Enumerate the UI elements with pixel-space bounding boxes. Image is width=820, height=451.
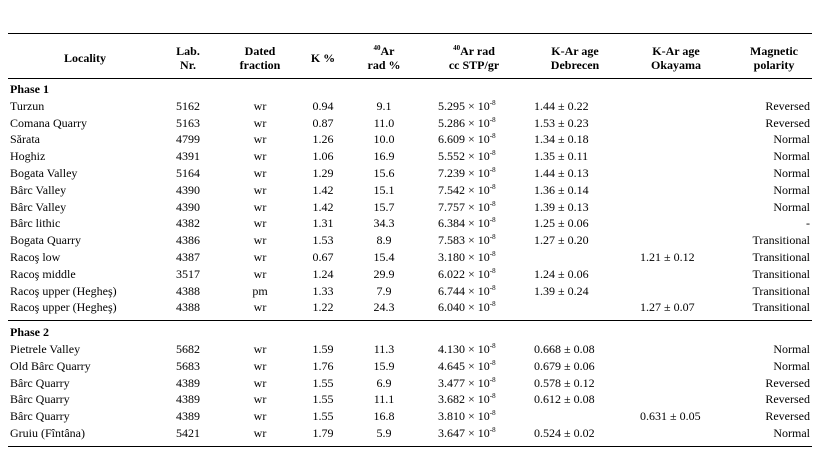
header-kar-okayama-line2: Okayama — [650, 58, 701, 72]
header-ar-rad-pct — [354, 44, 414, 72]
top-rule — [8, 33, 812, 34]
cell-locality: Hoghiz — [10, 149, 46, 164]
ar-rad-cc-exponent: -8 — [489, 199, 496, 208]
cell-ar-rad-pct: 11.3 — [373, 342, 395, 356]
cell-ar-rad-cc — [438, 426, 528, 440]
cell-locality: Bârc Quarry — [10, 392, 70, 407]
cell-kar-debrecen: 1.44 ± 0.22 — [534, 98, 589, 113]
cell-ar-rad-pct: 34.3 — [373, 216, 395, 231]
cell-fraction: wr — [253, 132, 267, 147]
cell-magnetic-polarity: Reversed — [765, 409, 810, 424]
ar-rad-cc-exponent: -8 — [489, 166, 496, 174]
ar-rad-cc-exponent: -8 — [489, 392, 496, 401]
cell-locality: Bârc Valley — [10, 182, 67, 197]
cell-k-pct: 1.53 — [312, 233, 334, 248]
cell-ar-rad-pct: 11.1 — [373, 392, 395, 407]
cell-locality: Racoş upper (Hegheş) — [10, 283, 117, 298]
cell-lab-nr: 4799 — [176, 132, 200, 147]
header-ar-rad-cc-sup: 40 — [453, 44, 461, 52]
header-kar-debrecen-line1: K-Ar age — [551, 44, 599, 58]
cell-fraction: wr — [253, 300, 267, 315]
cell-kar-okayama: 1.21 ± 0.12 — [640, 250, 695, 264]
cell-ar-rad-cc — [438, 183, 528, 197]
cell-magnetic-polarity: Normal — [773, 166, 810, 180]
cell-locality: Racoş low — [10, 250, 61, 264]
cell-fraction: pm — [252, 283, 268, 298]
ar-rad-cc-mantissa: 7.239 × 10 — [438, 166, 490, 180]
ar-rad-cc-exponent: -8 — [489, 375, 496, 384]
cell-locality: Bogata Quarry — [10, 233, 81, 248]
cell-magnetic-polarity: Transitional — [752, 233, 810, 248]
cell-lab-nr: 4386 — [176, 233, 200, 248]
cell-magnetic-polarity: Reversed — [765, 115, 810, 130]
cell-fraction: wr — [253, 149, 267, 164]
cell-ar-rad-pct: 15.7 — [373, 199, 395, 214]
ar-rad-cc-mantissa: 7.583 × 10 — [438, 233, 490, 248]
ar-rad-cc-exponent: -8 — [489, 266, 496, 275]
ar-rad-cc-mantissa: 6.040 × 10 — [438, 300, 490, 315]
cell-lab-nr: 4388 — [176, 300, 200, 315]
ar-rad-cc-exponent: -8 — [489, 216, 496, 225]
cell-ar-rad-pct: 8.9 — [376, 233, 392, 248]
cell-ar-rad-pct: 9.1 — [376, 98, 392, 113]
cell-k-pct: 1.59 — [312, 342, 334, 356]
cell-k-pct: 1.24 — [312, 266, 334, 281]
phase-label: Phase 2 — [10, 325, 49, 340]
cell-magnetic-polarity: Normal — [773, 149, 810, 164]
cell-lab-nr: 5162 — [176, 98, 200, 113]
cell-magnetic-polarity: Normal — [773, 342, 810, 356]
cell-k-pct: 1.79 — [312, 426, 334, 440]
header-k-pct: K % — [310, 51, 336, 65]
cell-lab-nr: 5682 — [176, 342, 200, 356]
cell-k-pct: 1.76 — [312, 358, 334, 373]
cell-lab-nr: 3517 — [176, 266, 200, 281]
cell-magnetic-polarity: Normal — [773, 132, 810, 147]
cell-k-pct: 1.55 — [312, 375, 334, 390]
cell-ar-rad-pct: 16.8 — [373, 409, 395, 424]
cell-magnetic-polarity: Normal — [773, 182, 810, 197]
ar-rad-cc-mantissa: 5.286 × 10 — [438, 115, 490, 130]
ar-rad-cc-mantissa: 3.477 × 10 — [438, 375, 490, 390]
header-dated-fraction-line1: Dated — [244, 44, 276, 58]
cell-locality: Bârc Quarry — [10, 409, 70, 424]
cell-kar-okayama: 1.27 ± 0.07 — [640, 300, 695, 315]
header-ar-rad-cc-line1: Ar rad — [460, 44, 495, 58]
ar-rad-cc-mantissa: 3.682 × 10 — [438, 392, 490, 407]
cell-ar-rad-pct: 15.1 — [373, 182, 395, 197]
cell-kar-okayama: 0.631 ± 0.05 — [640, 409, 701, 424]
cell-ar-rad-cc — [438, 359, 528, 373]
cell-ar-rad-pct: 15.9 — [373, 358, 395, 373]
cell-ar-rad-pct: 10.0 — [373, 132, 395, 147]
ar-rad-cc-exponent: -8 — [489, 182, 496, 191]
cell-kar-debrecen: 1.25 ± 0.06 — [534, 216, 589, 231]
cell-fraction: wr — [253, 266, 267, 281]
header-kar-debrecen — [528, 44, 622, 72]
cell-fraction: wr — [253, 115, 267, 130]
cell-magnetic-polarity: Transitional — [752, 283, 810, 298]
cell-magnetic-polarity: Reversed — [765, 392, 810, 407]
header-kar-okayama — [630, 44, 722, 72]
cell-ar-rad-cc — [438, 376, 528, 390]
cell-k-pct: 1.33 — [312, 283, 334, 298]
header-dated-fraction-line2: fraction — [239, 58, 281, 72]
cell-magnetic-polarity: Reversed — [765, 375, 810, 390]
cell-k-pct: 0.87 — [312, 115, 334, 130]
header-lab-nr — [168, 44, 208, 72]
header-magnetic-polarity-line2: polarity — [753, 58, 795, 72]
cell-kar-debrecen: 1.27 ± 0.20 — [534, 233, 589, 248]
cell-ar-rad-pct: 6.9 — [376, 375, 392, 390]
ar-rad-cc-exponent: -8 — [489, 98, 496, 107]
cell-lab-nr: 5164 — [176, 166, 200, 180]
cell-kar-debrecen: 0.612 ± 0.08 — [534, 392, 595, 407]
ar-rad-cc-mantissa: 5.295 × 10 — [438, 98, 490, 113]
cell-fraction: wr — [253, 182, 267, 197]
cell-ar-rad-cc — [438, 267, 528, 281]
cell-lab-nr: 4390 — [176, 182, 200, 197]
cell-ar-rad-pct: 24.3 — [373, 300, 395, 315]
cell-fraction: wr — [253, 250, 267, 264]
cell-locality: Bârc Quarry — [10, 375, 70, 390]
cell-locality: Racoş middle — [10, 266, 76, 281]
header-lab-nr-line2: Nr. — [180, 58, 196, 72]
ar-rad-cc-mantissa: 5.552 × 10 — [438, 149, 490, 164]
ar-rad-cc-mantissa: 7.757 × 10 — [438, 199, 490, 214]
phase-separator-rule — [8, 320, 812, 321]
ar-rad-cc-exponent: -8 — [489, 409, 496, 418]
cell-kar-debrecen: 0.679 ± 0.06 — [534, 358, 595, 373]
cell-locality: Pietrele Valley — [10, 342, 81, 356]
ar-rad-cc-exponent: -8 — [489, 283, 496, 292]
cell-k-pct: 1.31 — [312, 216, 334, 231]
ar-rad-cc-mantissa: 6.744 × 10 — [438, 283, 490, 298]
cell-ar-rad-pct: 15.4 — [373, 250, 395, 264]
cell-magnetic-polarity: Normal — [773, 358, 810, 373]
cell-ar-rad-pct: 29.9 — [373, 266, 395, 281]
phase-label: Phase 1 — [10, 82, 49, 96]
header-rule — [8, 78, 812, 79]
cell-locality: Gruiu (Fîntâna) — [10, 426, 85, 440]
cell-lab-nr: 4390 — [176, 199, 200, 214]
ar-rad-cc-exponent: -8 — [489, 426, 496, 434]
cell-locality: Old Bârc Quarry — [10, 358, 91, 373]
cell-ar-rad-cc — [438, 409, 528, 423]
cell-fraction: wr — [253, 392, 267, 407]
header-dated-fraction — [228, 44, 292, 72]
cell-lab-nr: 4391 — [176, 149, 200, 164]
header-ar-rad-cc-line2: cc STP/gr — [448, 58, 500, 72]
ar-rad-cc-mantissa: 6.609 × 10 — [438, 132, 490, 147]
cell-fraction: wr — [253, 199, 267, 214]
cell-kar-debrecen: 1.24 ± 0.06 — [534, 266, 589, 281]
cell-magnetic-polarity: - — [806, 216, 810, 231]
cell-k-pct: 1.29 — [312, 166, 334, 180]
cell-ar-rad-cc — [438, 233, 528, 247]
cell-lab-nr: 4387 — [176, 250, 200, 264]
cell-k-pct: 0.94 — [312, 98, 334, 113]
header-ar-rad-pct-line2: rad % — [367, 58, 401, 72]
header-magnetic-polarity-line1: Magnetic — [750, 44, 798, 58]
cell-locality: Bârc Valley — [10, 199, 67, 214]
cell-k-pct: 1.06 — [312, 149, 334, 164]
cell-fraction: wr — [253, 342, 267, 356]
header-ar-rad-cc — [426, 44, 522, 72]
ar-rad-cc-mantissa: 4.130 × 10 — [438, 342, 490, 356]
ar-rad-cc-exponent: -8 — [489, 358, 496, 367]
cell-ar-rad-pct: 5.9 — [376, 426, 392, 440]
header-magnetic-polarity — [736, 44, 812, 72]
cell-magnetic-polarity: Normal — [773, 426, 810, 440]
cell-ar-rad-pct: 15.6 — [373, 166, 395, 180]
ar-rad-cc-exponent: -8 — [489, 300, 496, 309]
cell-lab-nr: 5683 — [176, 358, 200, 373]
cell-ar-rad-pct: 16.9 — [373, 149, 395, 164]
ar-rad-cc-mantissa: 6.022 × 10 — [438, 266, 490, 281]
header-locality: Locality — [64, 51, 106, 65]
cell-kar-debrecen: 0.668 ± 0.08 — [534, 342, 595, 356]
cell-ar-rad-cc — [438, 250, 528, 264]
cell-ar-rad-cc — [438, 99, 528, 113]
cell-locality: Bârc lithic — [10, 216, 61, 231]
cell-ar-rad-cc — [438, 300, 528, 314]
cell-ar-rad-cc — [438, 200, 528, 214]
cell-kar-debrecen: 0.578 ± 0.12 — [534, 375, 595, 390]
cell-ar-rad-cc — [438, 392, 528, 406]
header-kar-debrecen-line2: Debrecen — [550, 58, 600, 72]
ar-rad-cc-exponent: -8 — [489, 233, 496, 242]
cell-kar-debrecen: 1.53 ± 0.23 — [534, 115, 589, 130]
cell-lab-nr: 5163 — [176, 115, 200, 130]
cell-magnetic-polarity: Normal — [773, 199, 810, 214]
cell-k-pct: 1.26 — [312, 132, 334, 147]
cell-ar-rad-cc — [438, 132, 528, 146]
cell-magnetic-polarity: Reversed — [765, 98, 810, 113]
cell-k-pct: 1.22 — [312, 300, 334, 315]
cell-locality: Racoş upper (Hegheş) — [10, 300, 117, 315]
cell-fraction: wr — [253, 233, 267, 248]
cell-ar-rad-cc — [438, 342, 528, 356]
cell-ar-rad-cc — [438, 284, 528, 298]
cell-locality: Sărata — [10, 132, 40, 147]
ar-rad-cc-mantissa: 3.647 × 10 — [438, 426, 490, 440]
ar-rad-cc-exponent: -8 — [489, 250, 496, 258]
cell-fraction: wr — [253, 409, 267, 424]
cell-kar-debrecen: 1.39 ± 0.13 — [534, 199, 589, 214]
cell-k-pct: 1.55 — [312, 409, 334, 424]
cell-fraction: wr — [253, 358, 267, 373]
cell-lab-nr: 4382 — [176, 216, 200, 231]
cell-k-pct: 1.42 — [312, 182, 334, 197]
bottom-rule — [8, 446, 812, 447]
header-lab-nr-line1: Lab. — [176, 44, 200, 58]
cell-k-pct: 1.42 — [312, 199, 334, 214]
header-ar-rad-pct-line1: Ar — [380, 44, 395, 58]
header-kar-okayama-line1: K-Ar age — [652, 44, 700, 58]
cell-ar-rad-cc — [438, 216, 528, 230]
ar-rad-cc-exponent: -8 — [489, 115, 496, 124]
cell-kar-debrecen: 1.44 ± 0.13 — [534, 166, 589, 180]
cell-fraction: wr — [253, 166, 267, 180]
cell-magnetic-polarity: Transitional — [752, 250, 810, 264]
cell-fraction: wr — [253, 98, 267, 113]
cell-kar-debrecen: 1.39 ± 0.24 — [534, 283, 589, 298]
cell-ar-rad-cc — [438, 166, 528, 180]
cell-kar-debrecen: 1.35 ± 0.11 — [534, 149, 589, 164]
cell-lab-nr: 4389 — [176, 409, 200, 424]
cell-locality: Turzun — [10, 98, 45, 113]
cell-magnetic-polarity: Transitional — [752, 266, 810, 281]
cell-ar-rad-cc — [438, 116, 528, 130]
ar-rad-cc-mantissa: 4.645 × 10 — [438, 358, 490, 373]
cell-kar-debrecen: 1.36 ± 0.14 — [534, 182, 589, 197]
cell-ar-rad-cc — [438, 149, 528, 163]
cell-kar-debrecen: 0.524 ± 0.02 — [534, 426, 595, 440]
cell-lab-nr: 4389 — [176, 375, 200, 390]
cell-fraction: wr — [253, 375, 267, 390]
ar-rad-cc-mantissa: 7.542 × 10 — [438, 182, 490, 197]
ar-rad-cc-exponent: -8 — [489, 342, 496, 350]
ar-rad-cc-exponent: -8 — [489, 132, 496, 141]
cell-lab-nr: 5421 — [176, 426, 200, 440]
cell-ar-rad-pct: 7.9 — [376, 283, 392, 298]
cell-lab-nr: 4389 — [176, 392, 200, 407]
cell-fraction: wr — [253, 216, 267, 231]
cell-fraction: wr — [253, 426, 267, 440]
ar-rad-cc-exponent: -8 — [489, 149, 496, 158]
cell-magnetic-polarity: Transitional — [752, 300, 810, 315]
header-ar-rad-pct-sup: 40 — [373, 44, 381, 52]
cell-lab-nr: 4388 — [176, 283, 200, 298]
ar-rad-cc-mantissa: 3.180 × 10 — [438, 250, 490, 264]
ar-rad-cc-mantissa: 6.384 × 10 — [438, 216, 490, 231]
ar-rad-cc-mantissa: 3.810 × 10 — [438, 409, 490, 424]
cell-k-pct: 0.67 — [312, 250, 334, 264]
cell-locality: Comana Quarry — [10, 115, 87, 130]
cell-ar-rad-pct: 11.0 — [373, 115, 395, 130]
cell-k-pct: 1.55 — [312, 392, 334, 407]
cell-locality: Bogata Valley — [10, 166, 78, 180]
cell-kar-debrecen: 1.34 ± 0.18 — [534, 132, 589, 147]
